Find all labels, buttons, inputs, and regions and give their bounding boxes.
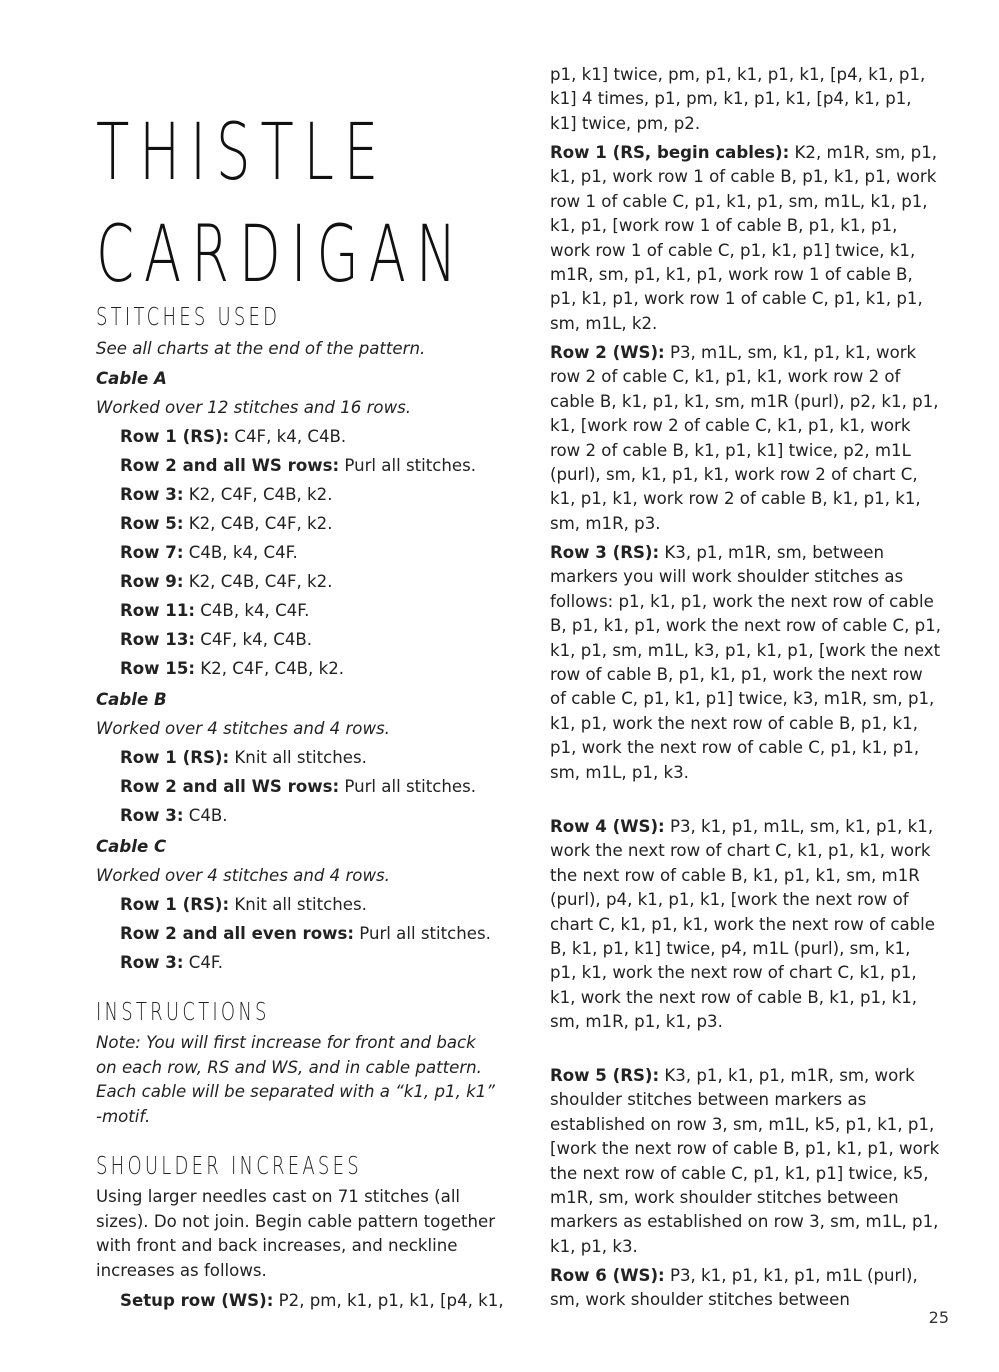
title-line-1: THISTLE [96, 108, 389, 198]
cable-b-row: Row 1 (RS): Knit all stitches. [120, 748, 367, 767]
pattern-row-4: Row 4 (WS): P3, k1, p1, m1L, sm, k1, p1, k1, work the next row of chart C, k1, p1, k1, work the next row of cable B, k1, p1, k1, sm, m1R (purl), p4, k1, p1, k1, [work the next row of chart C, k1, p1, k1, work the next row of cable B, k1, p1, k1] twice, p4, m1L (purl), sm, k1, p1, k1, work the next row of chart C, k1, p1, k1, work the next row of cable B, k1, p1, k1, sm, m1R, p1, k1, p3. [550, 817, 935, 1032]
cable-a-row: Row 15: K2, C4F, C4B, k2. [120, 659, 345, 678]
cable-c-desc: Worked over 4 stitches and 4 rows. [96, 866, 390, 885]
cable-a-row: Row 13: C4F, k4, C4B. [120, 630, 313, 649]
pattern-row-1: Row 1 (RS, begin cables): K2, m1R, sm, p1, k1, p1, work row 1 of cable B, p1, k1, p1, work row 1 of cable C, p1, k1, p1, sm, m1L, k1, p1, k1, p1, [work row 1 of cable B, p1, k1, p1, work row 1 of cable C, p1, k1, p1] twice, k1, m1R, sm, p1, k1, p1, work row 1 of cable B, p1, k1, p1, work row 1 of cable C, p1, k1, p1, sm, m1L, k2. [550, 143, 938, 333]
pattern-row-3: Row 3 (RS): K3, p1, m1R, sm, between markers you will work shoulder stitches as follows: p1, k1, p1, work the next row of cable B, p1, k1, p1, work the next row of cable C, p1, k1, p1, sm, m1L, k3, p1, k1, p1, [work the next row of cable B, p1, k1, p1, work the next row of cable C, p1, k1, p1] twice, k3, m1R, sm, p1, k1, p1, work the next row of cable B, p1, k1, p1, work the next row of cable C, p1, k1, p1, sm, m1L, p1, k3. [550, 543, 942, 782]
cable-a-row: Row 5: K2, C4B, C4F, k2. [120, 514, 333, 533]
cable-a-row: Row 1 (RS): C4F, k4, C4B. [120, 427, 347, 446]
cable-a-desc: Worked over 12 stitches and 16 rows. [96, 398, 412, 417]
cable-a-row: Row 3: K2, C4F, C4B, k2. [120, 485, 333, 504]
section-stitches-used: STITCHES USED [96, 302, 281, 331]
instructions-note: Note: You will first increase for front and back on each row, RS and WS, and in cable pattern. Each cable will be separated with a “k1, p1, k1” -motif. [96, 1033, 495, 1126]
pattern-row-6: Row 6 (WS): P3, k1, p1, k1, p1, m1L (purl), sm, work shoulder stitches between [550, 1266, 918, 1310]
pattern-row-5: Row 5 (RS): K3, p1, k1, p1, m1R, sm, work shoulder stitches between markers as established on row 3, sm, m1L, k5, p1, k1, p1, [work the next row of cable B, p1, k1, p1, work the next row of cable C, p1, k1, p1] twice, k5, m1R, sm, work shoulder stitches between markers as established on row 3, sm, m1L, p1, k1, p1, k3. [550, 1066, 940, 1256]
cable-a-heading: Cable A [96, 369, 167, 388]
shoulder-intro: Using larger needles cast on 71 stitches (all sizes). Do not join. Begin cable pattern together with front and back increases, and neckline increases as follows. [96, 1187, 496, 1280]
cable-a-row: Row 9: K2, C4B, C4F, k2. [120, 572, 333, 591]
cable-b-heading: Cable B [96, 690, 167, 709]
cable-c-row: Row 3: C4F. [120, 953, 224, 972]
section-shoulder-increases: SHOULDER INCREASES [96, 1151, 362, 1180]
setup-row-continued: p1, k1] twice, pm, p1, k1, p1, k1, [p4, k1, p1, k1] 4 times, p1, pm, k1, p1, k1, [p4, k1, p1, k1] twice, pm, p2. [550, 65, 926, 133]
cable-c-row: Row 2 and all even rows: Purl all stitches. [120, 924, 491, 943]
section-instructions: INSTRUCTIONS [96, 997, 270, 1026]
pattern-title [96, 102, 466, 306]
page-number: 25 [928, 1308, 949, 1327]
see-charts-note: See all charts at the end of the pattern. [96, 339, 426, 358]
cable-b-row: Row 3: C4B. [120, 806, 228, 825]
cable-b-row: Row 2 and all WS rows: Purl all stitches. [120, 777, 477, 796]
cable-b-desc: Worked over 4 stitches and 4 rows. [96, 719, 390, 738]
title-line-2: CARDIGAN [96, 210, 467, 300]
cable-a-row: Row 7: C4B, k4, C4F. [120, 543, 298, 562]
cable-c-row: Row 1 (RS): Knit all stitches. [120, 895, 367, 914]
cable-c-heading: Cable C [96, 837, 167, 856]
cable-a-row: Row 11: C4B, k4, C4F. [120, 601, 310, 620]
pattern-row-2: Row 2 (WS): P3, m1L, sm, k1, p1, k1, work row 2 of cable C, k1, p1, k1, work row 2 of cable B, k1, p1, k1, sm, m1R (purl), p2, k1, p1, k1, [work row 2 of cable C, k1, p1, k1, work row 2 of cable B, k1, p1, k1] twice, p2, m1L (purl), sm, k1, p1, k1, work row 2 of chart C, k1, p1, k1, work row 2 of cable B, k1, p1, k1, sm, m1R, p3. [550, 343, 939, 533]
cable-a-row: Row 2 and all WS rows: Purl all stitches. [120, 456, 477, 475]
setup-row: Setup row (WS): P2, pm, k1, p1, k1, [p4, k1, [120, 1291, 504, 1310]
